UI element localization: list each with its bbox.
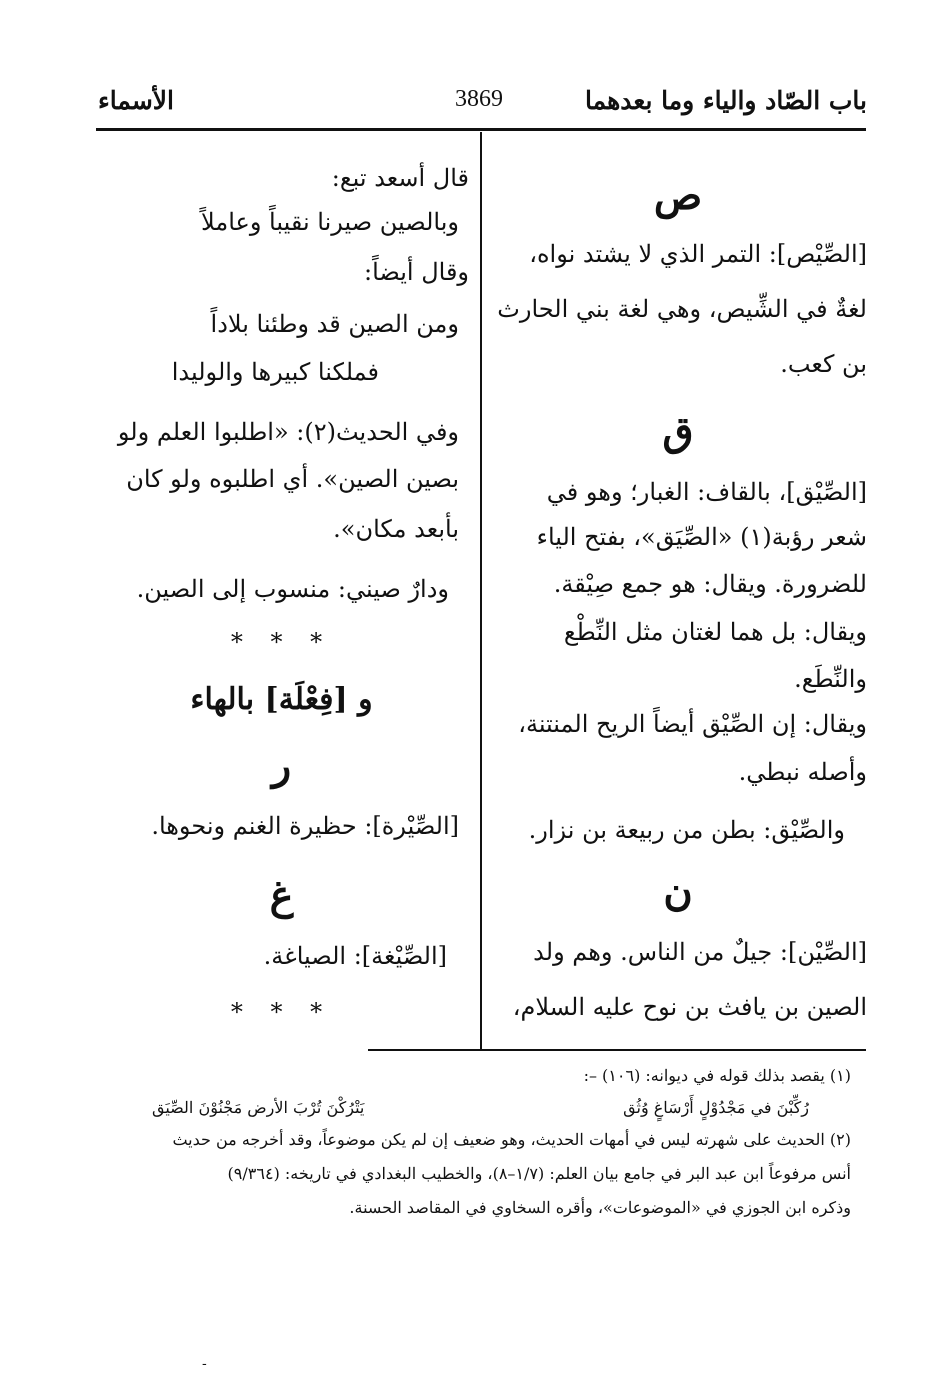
text-line: للضرورة. ويقال: هو جمع صِيْقة. [553,570,867,598]
column-divider [480,132,482,1050]
text-line: لغةٌ في الشِّيص، وهي لغة بني الحارث [497,295,867,323]
footnote-2-line: أنس مرفوعاً ابن عبد البر في جامع بيان العلم: (١/٧–٨)، والخطيب البغدادي في تاريخه: (٩/٣٦٤) [227,1164,851,1183]
text-line: وفي الحديث(٢): «اطلبوا العلم ولو [117,418,459,446]
footnote-rule [368,1049,866,1051]
verse-line: فملكنا كبيرها والوليدا [171,358,379,386]
section-title: الأسماء [98,86,174,115]
letter-heading: ن [663,868,693,915]
text-line: [الصِّيْق]، بالقاف: الغبار؛ وهو في [546,478,867,506]
text-line: قال أسعد تبع: [331,164,469,192]
letter-heading: ص [653,172,703,219]
text-line: وأصله نبطي. [738,758,867,786]
section-separator: * * * [230,628,333,656]
text-line: ودارٌ صيني: منسوب إلى الصين. [136,575,449,603]
letter-heading: غ [269,872,294,919]
text-line: الصين بن يافث بن نوح عليه السلام، [512,993,867,1021]
text-line: [الصِّيْرة]: حظيرة الغنم ونحوها. [151,812,459,840]
footnote-verse-half: رُكِّبْنَ في مَجْدُوْلٍ أَرْسَاغٍ وُثُق [623,1098,809,1117]
page-number: 3869 [455,86,503,112]
page-mark: - [202,1356,207,1372]
text-line: ويقال: إن الصِّيْق أيضاً الريح المنتنة، [518,710,867,738]
header-rule [96,128,866,131]
text-line: [الصِّيْص]: التمر الذي لا يشتد نواه، [529,240,867,268]
text-line: [الصِّيْغة]: الصياغة. [263,942,447,970]
text-line: وقال أيضاً: [364,258,469,286]
chapter-title: باب الصّاد والياء وما بعدهما [585,86,867,115]
text-line: [الصِّيْن]: جيلٌ من الناس. وهم ولد [533,938,867,966]
text-line: والنِّطَع. [794,665,867,693]
verse-line: ومن الصين قد وطئنا بلاداً [210,310,459,338]
text-line: بن كعب. [780,350,867,378]
footnote-2: (٢) الحديث على شهرته ليس في أمهات الحديث، وهو ضعيف إن لم يكن موضوعاً، وقد أخرجه من حديث [172,1130,851,1149]
verse-line: وبالصين صيرنا نقيباً وعاملاً [201,208,459,236]
text-line: بأبعد مكان». [333,515,459,543]
text-line: شعر رؤبة(١) «الصِّيَق»، بفتح الياء [536,523,867,551]
text-line: ويقال: بل هما لغتان مثل النِّطْع [563,618,867,646]
footnote-verse-half: يَتْرُكْنَ تُرْبَ الأرض مَجْنُوْنَ الصِّيَق [152,1098,365,1117]
footnote-1: (١) يقصد بذلك قوله في ديوانه: (١٠٦) –: [583,1066,851,1085]
letter-heading: ق [662,408,694,455]
footnote-2-line: وذكره ابن الجوزي في «الموضوعات»، وأقره السخاوي في المقاصد الحسنة. [349,1198,851,1217]
section-separator: * * * [230,998,333,1026]
section-heading: و [فِعْلَة] بالهاء [190,682,373,717]
letter-heading: ر [271,742,292,789]
text-line: بصين الصين». أي اطلبوه ولو كان [126,465,459,493]
text-line: والصِّيْق: بطن من ربيعة بن نزار. [528,816,845,844]
